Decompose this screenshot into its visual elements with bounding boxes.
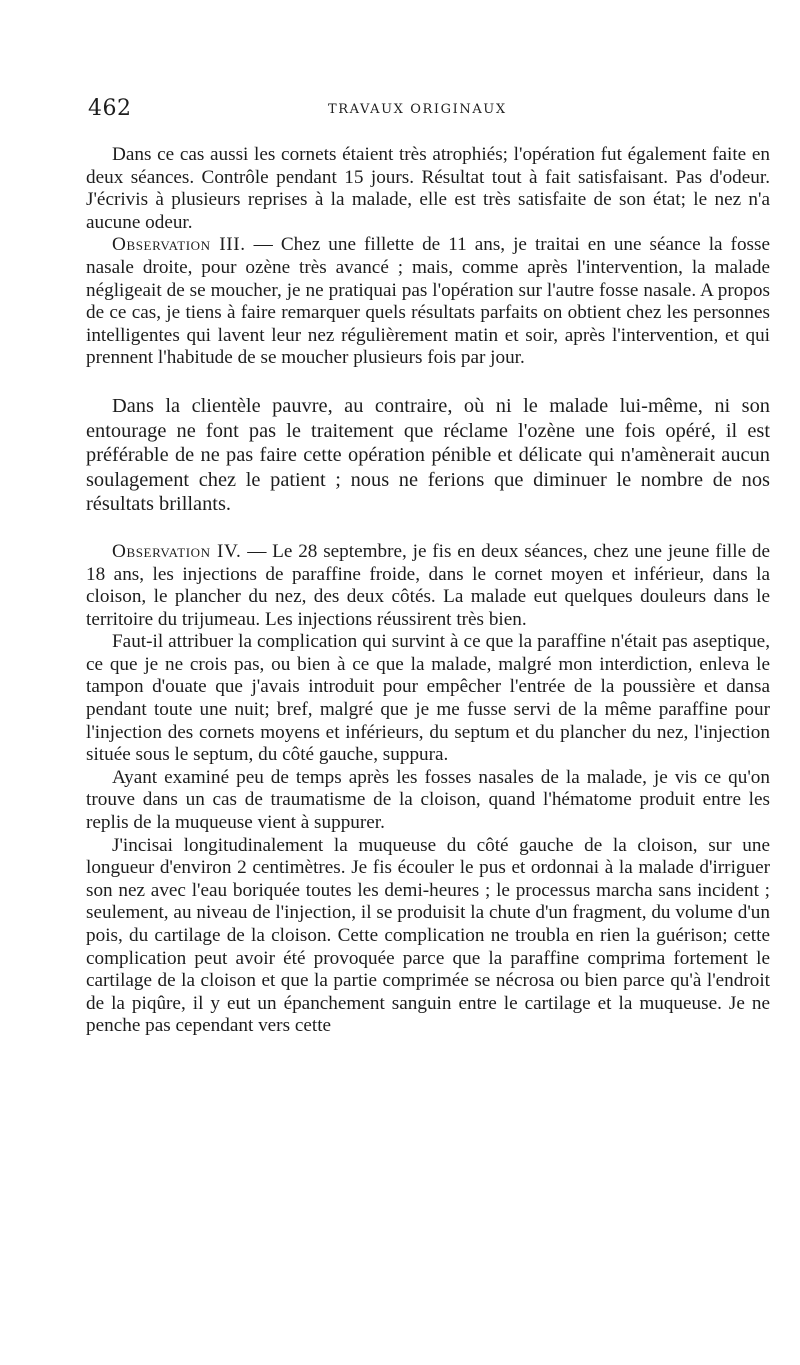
paragraph: [86, 767, 770, 835]
paragraph: [86, 631, 770, 767]
paragraph-text: Ayant examiné peu de temps après les fosses nasales de la malade, je vis ce qu'on trouve dans un cas de traumatisme de la cloison, quand l'hématome produit entre les replis de la muqueuse vient à suppurer.: [86, 766, 770, 834]
observation-paragraph: [86, 234, 770, 370]
running-title: TRAVAUX ORIGINAUX: [328, 102, 507, 117]
paragraph: [86, 394, 770, 517]
paragraph-text: Dans ce cas aussi les cornets étaient très atrophiés; l'opération fut également faite en deux séances. Contrôle pendant 15 jours. Résultat tout à fait satisfaisant. Pas d'odeur. J'écrivis à plusieurs reprises à la malade, elle est très satisfaite de son état; le nez n'a aucune odeur.: [86, 144, 770, 233]
body-text: [86, 144, 770, 1038]
observation-heading: Observation III.: [112, 234, 246, 256]
paragraph-text: — Le 28 septembre, je fis en deux séances, chez une jeune fille de 18 ans, les injections de paraffine froide, dans le cornet moyen et inférieur, dans la cloison, le plancher du nez, des deux côtés. La malade eut quelques douleurs dans le territoire du trijumeau. Les injections réussirent très bien.: [86, 540, 771, 630]
paragraph-text: Dans la clientèle pauvre, au contraire, où ni le malade lui-même, ni son entourage ne font pas le traitement que réclame l'ozène une fois opéré, il est préférable de ne pas faire cette opération pénible et délicate qui n'amènerait aucun soulagement chez le patient ; nous ne ferions que diminuer le nombre de nos résultats brillants.: [86, 394, 770, 516]
paragraph: [86, 835, 770, 1038]
paragraph-text: J'incisai longitudinalement la muqueuse du côté gauche de la cloison, sur une longueur d'environ 2 centimètres. Je fis écouler le pus et ordonnai à la malade d'irriguer son nez avec l'eau boriquée toutes les demi-heures ; le processus marcha sans incident ; seulement, au niveau de l'injection, il se produisit la chute d'un fragment, du volume d'un pois, du cartilage de la cloison. Cette complication ne troubla en rien la guérison; cette complication peut avoir été provoquée parce que la paraffine comprima fortement le cartilage de la cloison et que la partie comprimée se nécrosa ou bien parce qu'à l'endroit de la piqûre, il y eut un épanchement sanguin entre le cartilage et la muqueuse. Je ne penche pas cependant vers cette: [86, 834, 770, 1037]
page-header: [88, 96, 768, 126]
paragraph-text: — Chez une fillette de 11 ans, je traitai en une séance la fosse nasale droite, pour ozène très avancé ; mais, comme après l'intervention, la malade négligeait de se moucher, je ne pratiquai pas l'opération sur l'autre fosse nasale. A propos de ce cas, je tiens à faire remarquer quels résultats parfaits on obtient chez les personnes intelligentes qui lavent leur nez régulièrement matin et soir, après l'intervention, et qui prennent l'habitude de se moucher plusieurs fois par jour.: [86, 234, 770, 369]
page-number: 462: [88, 96, 132, 121]
observation-heading: Observation IV.: [112, 540, 242, 562]
paragraph-text: Faut-il attribuer la complication qui survint à ce que la paraffine n'était pas aseptique, ce que je ne crois pas, ou bien à ce que la malade, malgré mon interdiction, enleva le tampon d'ouate que j'avais introduit pour empêcher l'entrée de la poussière et dansa pendant toute une nuit; bref, malgré que je me fusse servi de la même paraffine pour l'injection des cornets moyens et inférieurs, du septum et du plancher du nez, l'injection située sous le septum, du côté gauche, suppura.: [86, 631, 770, 766]
paragraph: [86, 144, 770, 234]
observation-paragraph: [86, 541, 770, 631]
